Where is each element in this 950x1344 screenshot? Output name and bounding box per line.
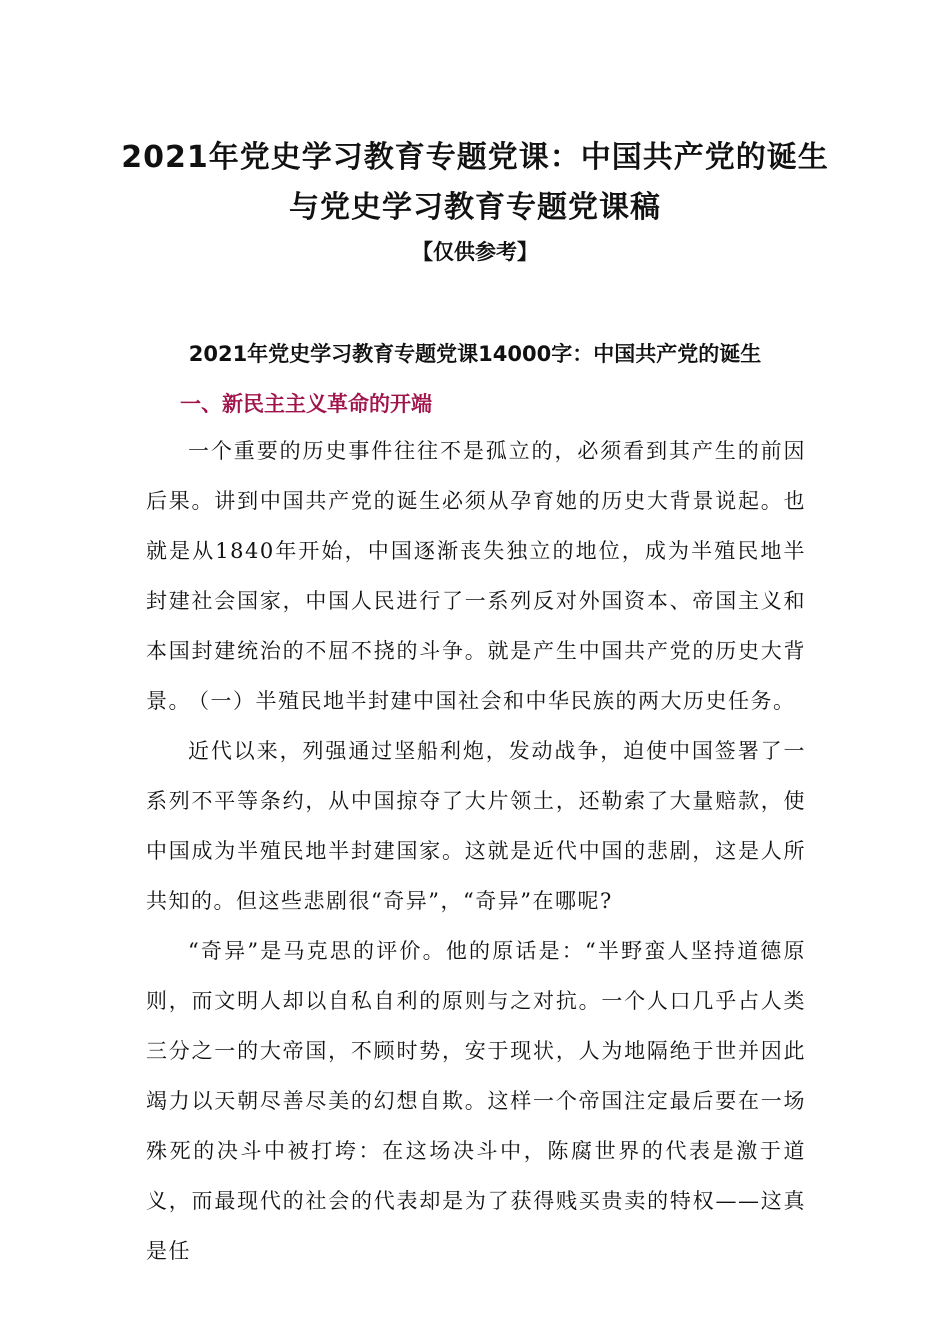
document-title-line-1: 2021年党史学习教育专题党课：中国共产党的诞生	[121, 140, 829, 175]
body-paragraph-3: 近代以来，列强通过坚船利炮，发动战争，迫使中国签署了一系列不平等条约，从中国掠夺了大片领土，还勒索了大量赔款，使中国成为半殖民地半封建国家。这就是近代中国的悲剧，这是人所共知的。但这些悲剧很“奇异”，“奇异”在哪呢?	[146, 739, 806, 913]
reference-note: 【仅供参考】	[412, 240, 538, 264]
section-heading: 一、新民主主义革命的开端	[180, 392, 432, 416]
document-subtitle: 2021年党史学习教育专题党课14000字：中国共产党的诞生	[188, 342, 762, 366]
body-paragraph-1: 一个重要的历史事件往往不是孤立的，必须看到其产生的前因后果。讲到中国共产党的诞生必须从孕育她的历史大背景说起。也就是从1840年开始，中国逐渐丧失独立的地位，成为半殖民地半封建社会国家，中国人民进行了一系列反对外国资本、帝国主义和本国封建统治的不屈不挠的斗争。就是产生中国共产党的历史大背景。	[146, 439, 806, 713]
body-paragraph-2: （一）半殖民地半封建中国社会和中华民族的两大历史任务。	[188, 689, 796, 713]
document-title-line-2: 与党史学习教育专题党课稿	[289, 190, 661, 225]
body-paragraph-4: “奇异”是马克思的评价。他的原话是：“半野蛮人坚持道德原则，而文明人却以自私自利的原则与之对抗。一个人口几乎占人类三分之一的大帝国，不顾时势，安于现状，人为地隔绝于世并因此竭力以天朝尽善尽美的幻想自欺。这样一个帝国注定最后要在一场殊死的决斗中被打垮：在这场决斗中，陈腐世界的代表是激于道义，而最现代的社会的代表却是为了获得贱买贵卖的特权——这真是任	[146, 939, 806, 1263]
